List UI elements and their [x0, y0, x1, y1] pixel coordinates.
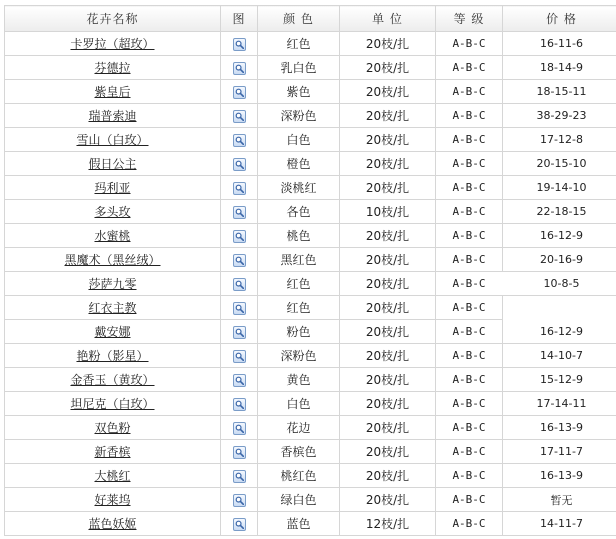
unit-cell: 20枝/扎	[340, 104, 436, 128]
price-cell: 20-16-9	[503, 248, 616, 272]
flower-name-link[interactable]: 大桃红	[94, 469, 131, 483]
magnifier-icon[interactable]	[233, 398, 246, 411]
flower-name-link[interactable]: 水蜜桃	[94, 229, 131, 243]
unit-cell: 10枝/扎	[340, 200, 436, 224]
color-cell: 粉色	[258, 320, 340, 344]
unit-cell: 20枝/扎	[340, 464, 436, 488]
color-cell: 黑红色	[258, 248, 340, 272]
unit-cell: 20枝/扎	[340, 488, 436, 512]
grade-cell: A-B-C	[436, 464, 503, 488]
magnifier-icon[interactable]	[233, 38, 246, 51]
price-cell: 16-12-9	[503, 224, 616, 248]
header-grade: 等 级	[436, 6, 503, 32]
grade-cell: A-B-C	[436, 248, 503, 272]
header-price: 价 格	[503, 6, 616, 32]
flower-name-link[interactable]: 戴安娜	[94, 325, 131, 339]
image-cell	[221, 104, 258, 128]
flower-name-cell	[5, 200, 221, 224]
flower-name-link[interactable]: 金香玉（黄玫）	[70, 373, 155, 387]
unit-cell: 20枝/扎	[340, 320, 436, 344]
flower-name-link[interactable]: 芬德拉	[94, 61, 131, 75]
flower-name-cell	[5, 80, 221, 104]
table-row	[5, 440, 616, 464]
unit-cell: 20枝/扎	[340, 344, 436, 368]
price-cell: 17-12-8	[503, 128, 616, 152]
image-cell	[221, 296, 258, 320]
price-cell: 16-13-9	[503, 416, 616, 440]
magnifier-icon[interactable]	[233, 110, 246, 123]
flower-name-link[interactable]: 莎萨九零	[88, 277, 137, 291]
flower-name-link[interactable]: 假日公主	[88, 157, 137, 171]
flower-name-cell	[5, 296, 221, 320]
color-cell: 红色	[258, 272, 340, 296]
price-cell: 18-15-11	[503, 80, 616, 104]
flower-name-cell	[5, 248, 221, 272]
price-cell: 15-12-9	[503, 368, 616, 392]
grade-cell: A-B-C	[436, 104, 503, 128]
image-cell	[221, 128, 258, 152]
price-cell: 17-14-11	[503, 392, 616, 416]
price-cell: 16-13-9	[503, 464, 616, 488]
table-row	[5, 128, 616, 152]
image-cell	[221, 488, 258, 512]
color-cell: 各色	[258, 200, 340, 224]
flower-name-link[interactable]: 多头玫	[94, 205, 131, 219]
flower-name-link[interactable]: 新香槟	[94, 445, 131, 459]
image-cell	[221, 416, 258, 440]
flower-name-link[interactable]: 卡罗拉（超玫）	[70, 37, 155, 51]
flower-name-link[interactable]: 瑞普索迪	[88, 109, 137, 123]
grade-cell: A-B-C	[436, 344, 503, 368]
color-cell: 红色	[258, 296, 340, 320]
price-cell: 38-29-23	[503, 104, 616, 128]
unit-cell: 20枝/扎	[340, 152, 436, 176]
flower-name-cell	[5, 416, 221, 440]
table-row	[5, 152, 616, 176]
color-cell: 紫色	[258, 80, 340, 104]
grade-cell: A-B-C	[436, 200, 503, 224]
color-cell: 橙色	[258, 152, 340, 176]
price-cell: 16-12-9	[503, 320, 616, 344]
flower-name-cell	[5, 488, 221, 512]
flower-name-link[interactable]: 双色粉	[94, 421, 131, 435]
magnifier-icon[interactable]	[233, 254, 246, 267]
table-row	[5, 176, 616, 200]
color-cell: 桃红色	[258, 464, 340, 488]
magnifier-icon[interactable]	[233, 422, 246, 435]
grade-cell: A-B-C	[436, 152, 503, 176]
grade-cell: A-B-C	[436, 368, 503, 392]
color-cell: 黄色	[258, 368, 340, 392]
flower-name-cell	[5, 344, 221, 368]
unit-cell: 20枝/扎	[340, 32, 436, 56]
image-cell	[221, 440, 258, 464]
image-cell	[221, 464, 258, 488]
price-cell: 22-18-15	[503, 200, 616, 224]
image-cell	[221, 224, 258, 248]
table-row	[5, 344, 616, 368]
unit-cell: 20枝/扎	[340, 128, 436, 152]
magnifier-icon[interactable]	[233, 326, 246, 339]
table-row	[5, 224, 616, 248]
table-row	[5, 512, 616, 536]
image-cell	[221, 176, 258, 200]
table-row	[5, 32, 616, 56]
flower-price-table	[4, 5, 616, 536]
price-cell: 17-11-7	[503, 440, 616, 464]
flower-name-cell	[5, 512, 221, 536]
image-cell	[221, 368, 258, 392]
header-unit: 单 位	[340, 6, 436, 32]
magnifier-icon[interactable]	[233, 134, 246, 147]
color-cell: 淡桃红	[258, 176, 340, 200]
flower-name-cell	[5, 392, 221, 416]
grade-cell: A-B-C	[436, 416, 503, 440]
magnifier-icon[interactable]	[233, 494, 246, 507]
grade-cell: A-B-C	[436, 272, 503, 296]
flower-name-cell	[5, 56, 221, 80]
color-cell: 深粉色	[258, 104, 340, 128]
flower-name-link[interactable]: 玛利亚	[94, 181, 131, 195]
grade-cell: A-B-C	[436, 440, 503, 464]
magnifier-icon[interactable]	[233, 86, 246, 99]
price-cell: 14-10-7	[503, 344, 616, 368]
flower-name-cell	[5, 320, 221, 344]
table-row	[5, 416, 616, 440]
color-cell: 蓝色	[258, 512, 340, 536]
table-row	[5, 56, 616, 80]
flower-name-cell	[5, 440, 221, 464]
flower-name-cell	[5, 128, 221, 152]
magnifier-icon[interactable]	[233, 302, 246, 315]
image-cell	[221, 344, 258, 368]
magnifier-icon[interactable]	[233, 350, 246, 363]
magnifier-icon[interactable]	[233, 230, 246, 243]
unit-cell: 20枝/扎	[340, 392, 436, 416]
magnifier-icon[interactable]	[233, 278, 246, 291]
price-cell: 暂无	[503, 488, 616, 512]
image-cell	[221, 80, 258, 104]
flower-name-link[interactable]: 雪山（白玫）	[76, 133, 149, 147]
grade-cell: A-B-C	[436, 128, 503, 152]
unit-cell: 20枝/扎	[340, 224, 436, 248]
unit-cell: 20枝/扎	[340, 416, 436, 440]
image-cell	[221, 56, 258, 80]
price-cell: 14-11-7	[503, 512, 616, 536]
price-cell: 16-11-6	[503, 32, 616, 56]
grade-cell: A-B-C	[436, 488, 503, 512]
flower-name-cell	[5, 32, 221, 56]
image-cell	[221, 320, 258, 344]
image-cell	[221, 248, 258, 272]
color-cell: 桃色	[258, 224, 340, 248]
table-row	[5, 200, 616, 224]
header-color: 颜 色	[258, 6, 340, 32]
magnifier-icon[interactable]	[233, 470, 246, 483]
color-cell: 绿白色	[258, 488, 340, 512]
image-cell	[221, 392, 258, 416]
table-row	[5, 104, 616, 128]
flower-name-cell	[5, 272, 221, 296]
table-row	[5, 296, 616, 320]
flower-name-cell	[5, 152, 221, 176]
table-row	[5, 392, 616, 416]
color-cell: 白色	[258, 128, 340, 152]
flower-name-link[interactable]: 蓝色妖姬	[88, 517, 137, 531]
unit-cell: 20枝/扎	[340, 176, 436, 200]
grade-cell: A-B-C	[436, 320, 503, 344]
grade-cell: A-B-C	[436, 224, 503, 248]
color-cell: 乳白色	[258, 56, 340, 80]
grade-cell: A-B-C	[436, 512, 503, 536]
table-header-row	[5, 6, 616, 32]
unit-cell: 20枝/扎	[340, 296, 436, 320]
grade-cell: A-B-C	[436, 176, 503, 200]
color-cell: 香槟色	[258, 440, 340, 464]
flower-name-cell	[5, 464, 221, 488]
price-cell: 10-8-5	[503, 272, 616, 296]
grade-cell: A-B-C	[436, 392, 503, 416]
grade-cell: A-B-C	[436, 296, 503, 320]
unit-cell: 12枝/扎	[340, 512, 436, 536]
flower-name-link[interactable]: 好莱坞	[94, 493, 131, 507]
table-row	[5, 488, 616, 512]
grade-cell: A-B-C	[436, 56, 503, 80]
magnifier-icon[interactable]	[233, 518, 246, 531]
flower-name-link[interactable]: 红衣主教	[88, 301, 137, 315]
color-cell: 花边	[258, 416, 340, 440]
image-cell	[221, 152, 258, 176]
magnifier-icon[interactable]	[233, 182, 246, 195]
unit-cell: 20枝/扎	[340, 272, 436, 296]
flower-name-cell	[5, 176, 221, 200]
grade-cell: A-B-C	[436, 32, 503, 56]
magnifier-icon[interactable]	[233, 446, 246, 459]
flower-name-link[interactable]: 艳粉（影星）	[76, 349, 149, 363]
flower-name-link[interactable]: 紫皇后	[94, 85, 131, 99]
table-row	[5, 320, 616, 344]
table-row	[5, 248, 616, 272]
flower-name-link[interactable]: 黑魔术（黑丝绒）	[64, 253, 161, 267]
price-cell: 19-14-10	[503, 176, 616, 200]
color-cell: 白色	[258, 392, 340, 416]
table-row	[5, 272, 616, 296]
image-cell	[221, 512, 258, 536]
flower-name-cell	[5, 104, 221, 128]
magnifier-icon[interactable]	[233, 374, 246, 387]
table-row	[5, 80, 616, 104]
unit-cell: 20枝/扎	[340, 56, 436, 80]
unit-cell: 20枝/扎	[340, 440, 436, 464]
price-cell	[503, 296, 616, 320]
price-cell: 18-14-9	[503, 56, 616, 80]
unit-cell: 20枝/扎	[340, 368, 436, 392]
unit-cell: 20枝/扎	[340, 248, 436, 272]
grade-cell: A-B-C	[436, 80, 503, 104]
magnifier-icon[interactable]	[233, 206, 246, 219]
table-row	[5, 464, 616, 488]
flower-name-cell	[5, 368, 221, 392]
magnifier-icon[interactable]	[233, 62, 246, 75]
unit-cell: 20枝/扎	[340, 80, 436, 104]
flower-name-cell	[5, 224, 221, 248]
image-cell	[221, 272, 258, 296]
header-image: 图	[221, 6, 258, 32]
image-cell	[221, 200, 258, 224]
image-cell	[221, 32, 258, 56]
table-row	[5, 368, 616, 392]
color-cell: 红色	[258, 32, 340, 56]
header-flower-name: 花卉名称	[5, 6, 221, 32]
price-cell: 20-15-10	[503, 152, 616, 176]
color-cell: 深粉色	[258, 344, 340, 368]
flower-name-link[interactable]: 坦尼克（白玫）	[70, 397, 155, 411]
magnifier-icon[interactable]	[233, 158, 246, 171]
